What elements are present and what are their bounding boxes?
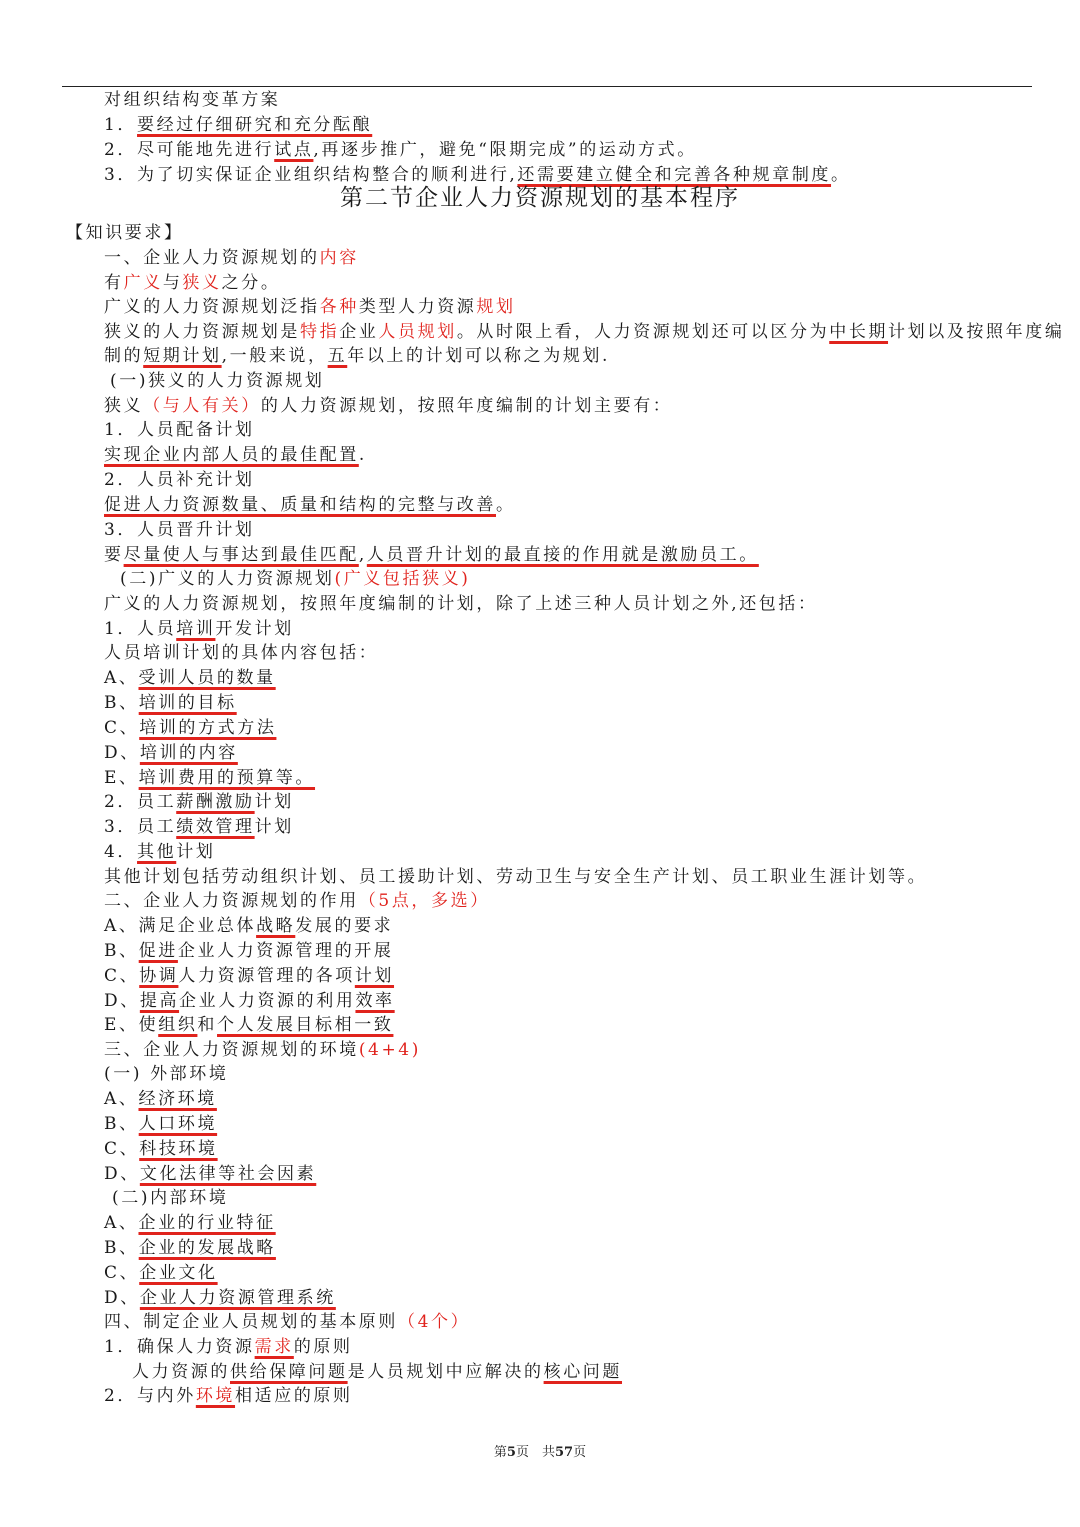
underlined-phrase: 战略 bbox=[256, 916, 296, 936]
text-span: 2．尽可能地先进行 bbox=[104, 140, 275, 160]
footer-suffix: 页 bbox=[573, 1445, 587, 1460]
total-pages: 57 bbox=[554, 1445, 574, 1460]
text-span: 其他计划包括劳动组织计划、员工援助计划、劳动卫生与安全生产计划、员工职业生涯计划等。 bbox=[104, 867, 928, 887]
text-span: 3．员工 bbox=[104, 817, 177, 837]
underlined-phrase: 环境 bbox=[195, 1386, 236, 1406]
text-span: B、 bbox=[104, 1238, 139, 1258]
underlined-phrase: 培训的方式方法 bbox=[139, 718, 277, 738]
underlined-phrase: 个人发展目标相一致 bbox=[217, 1015, 394, 1035]
text-span: (一)狭义的人力资源规划 bbox=[110, 371, 325, 391]
section-title: 第二节企业人力资源规划的基本程序 bbox=[340, 185, 740, 211]
highlighted-phrase: 狭义 bbox=[182, 273, 222, 293]
text-span: 的原则 bbox=[293, 1337, 353, 1357]
page-number: 5 bbox=[506, 1445, 516, 1460]
text-line bbox=[104, 395, 672, 417]
text-span: B、 bbox=[104, 693, 139, 713]
text-span: C、 bbox=[104, 1263, 140, 1283]
underlined-phrase: 企业的发展战略 bbox=[138, 1238, 276, 1258]
text-span: 制的 bbox=[104, 346, 144, 366]
text-line bbox=[104, 940, 394, 962]
text-line bbox=[132, 1361, 622, 1383]
text-span: 计划 bbox=[254, 792, 294, 812]
text-span: B、 bbox=[104, 1114, 139, 1134]
text-span: 三、企业人力资源规划的环境 bbox=[104, 1040, 359, 1060]
text-line bbox=[104, 692, 237, 714]
underlined-phrase: 企业人力资源管理系统 bbox=[139, 1288, 336, 1308]
text-span: D、 bbox=[104, 743, 140, 763]
underlined-phrase: 计划 bbox=[354, 966, 395, 986]
text-span: 3．人员晋升计划 bbox=[104, 520, 255, 540]
text-span: 2．人员补充计划 bbox=[104, 470, 255, 490]
underlined-phrase: 组织 bbox=[158, 1015, 198, 1035]
text-line bbox=[104, 544, 759, 566]
text-span: A、 bbox=[104, 1213, 139, 1233]
text-line bbox=[104, 1385, 353, 1407]
text-line bbox=[104, 519, 255, 541]
text-span: 人员培训计划的具体内容包括： bbox=[104, 643, 379, 663]
text-line bbox=[104, 866, 927, 888]
underlined-phrase: 经济环境 bbox=[138, 1089, 217, 1109]
text-span: E、 bbox=[104, 768, 139, 788]
text-span: 1．确保人力资源 bbox=[104, 1337, 255, 1357]
text-line bbox=[104, 1063, 228, 1085]
text-line bbox=[104, 139, 697, 161]
underlined-phrase: 其他 bbox=[137, 842, 177, 862]
underlined-phrase: 提高 bbox=[139, 991, 180, 1011]
text-span: 狭义 bbox=[104, 396, 144, 416]
text-span: 年以上的计划可以称之为规划. bbox=[347, 346, 611, 366]
underlined-phrase: 中长期 bbox=[829, 322, 889, 342]
underlined-phrase: 科技环境 bbox=[139, 1139, 218, 1159]
text-span: D、 bbox=[104, 1164, 140, 1184]
text-span: 计划 bbox=[254, 817, 294, 837]
header-rule bbox=[62, 86, 1032, 87]
underlined-phrase: 尽量使人与事达到最佳匹配 bbox=[123, 545, 359, 565]
text-line bbox=[104, 272, 280, 294]
text-span: 和 bbox=[197, 1015, 218, 1035]
underlined-phrase: 试点 bbox=[274, 140, 314, 160]
underlined-phrase: 还需要建立健全和完善各种规章制度 bbox=[517, 165, 832, 185]
text-span: 之分。 bbox=[221, 273, 281, 293]
text-line bbox=[104, 1262, 218, 1284]
text-span: 企业人力资源的利用 bbox=[179, 991, 356, 1011]
text-line bbox=[104, 767, 315, 789]
text-line bbox=[104, 247, 359, 269]
underlined-phrase: 促进人力资源数量、质量和结构的完整与改善 bbox=[104, 495, 496, 515]
text-line bbox=[104, 742, 238, 764]
text-line bbox=[104, 990, 395, 1012]
underlined-phrase: 企业的行业特征 bbox=[138, 1213, 276, 1233]
text-line bbox=[110, 370, 324, 392]
text-line bbox=[104, 1138, 218, 1160]
text-span: 2．员工 bbox=[104, 792, 177, 812]
text-line bbox=[104, 1336, 353, 1358]
text-span: A、满足企业总体 bbox=[104, 916, 257, 936]
underlined-phrase: 培训 bbox=[176, 619, 216, 639]
text-span: B、 bbox=[104, 941, 139, 961]
text-line bbox=[104, 1237, 276, 1259]
text-line bbox=[104, 1039, 421, 1061]
text-line bbox=[66, 222, 184, 244]
underlined-phrase: 协调 bbox=[139, 966, 179, 986]
text-line bbox=[104, 642, 378, 664]
text-span: 计划以及按照年度编 bbox=[888, 322, 1065, 342]
text-line bbox=[104, 791, 294, 813]
text-span: (二)内部环境 bbox=[112, 1188, 229, 1208]
text-line bbox=[104, 890, 490, 912]
text-span: C、 bbox=[104, 966, 140, 986]
underlined-phrase: 需求 bbox=[254, 1337, 294, 1357]
text-span: 。 bbox=[496, 495, 516, 515]
text-span: , bbox=[358, 545, 367, 565]
text-span: 广义的人力资源规划泛指 bbox=[104, 297, 320, 317]
highlighted-phrase: 人员规划 bbox=[378, 322, 457, 342]
text-span: C、 bbox=[104, 1139, 140, 1159]
text-span: . bbox=[358, 445, 367, 465]
text-line bbox=[104, 593, 818, 615]
text-span: 的人力资源规划，按照年度编制的计划主要有： bbox=[260, 396, 673, 416]
text-span: 人力资源管理的各项 bbox=[178, 966, 355, 986]
text-line bbox=[104, 321, 1064, 343]
highlighted-phrase: 内容 bbox=[319, 248, 359, 268]
text-span: 对组织结构变革方案 bbox=[104, 90, 281, 110]
footer-prefix: 第 bbox=[493, 1445, 507, 1460]
text-span: (二)广义的人力资源规划 bbox=[120, 569, 335, 589]
text-line bbox=[104, 296, 516, 318]
highlighted-phrase: 各种 bbox=[319, 297, 359, 317]
text-span: 。从时限上看，人力资源规划还可以区分为 bbox=[456, 322, 830, 342]
text-line bbox=[104, 841, 215, 863]
text-line bbox=[104, 1212, 276, 1234]
text-span: 要 bbox=[104, 545, 124, 565]
text-span: ,一般来说， bbox=[221, 346, 328, 366]
text-span: (一) 外部环境 bbox=[104, 1064, 229, 1084]
text-span: 4． bbox=[104, 842, 138, 862]
text-span: 与 bbox=[162, 273, 183, 293]
text-span: 计划 bbox=[176, 842, 216, 862]
highlighted-phrase: （5点，多选） bbox=[358, 891, 490, 911]
text-span: 开发计划 bbox=[215, 619, 294, 639]
underlined-phrase: 供给保障问题 bbox=[230, 1362, 348, 1382]
text-line bbox=[104, 469, 255, 491]
underlined-phrase: 促进 bbox=[138, 941, 178, 961]
underlined-phrase: 实现企业内部人员的最佳配置 bbox=[104, 445, 359, 465]
highlighted-phrase: 规划 bbox=[476, 297, 516, 317]
text-span: 一、企业人力资源规划的 bbox=[104, 248, 320, 268]
text-span: 狭义的人力资源规划是 bbox=[104, 322, 300, 342]
footer-mid: 页 共 bbox=[515, 1445, 555, 1460]
underlined-phrase: 文化法律等社会因素 bbox=[139, 1164, 317, 1184]
highlighted-phrase: 广义 bbox=[123, 273, 163, 293]
text-line bbox=[104, 444, 367, 466]
highlighted-phrase: (4+4) bbox=[358, 1040, 421, 1060]
underlined-phrase: 五 bbox=[327, 346, 348, 366]
underlined-phrase: 要经过仔细研究和充分酝酿 bbox=[137, 115, 373, 135]
text-span: 人力资源的 bbox=[132, 1362, 230, 1382]
text-span: 相适应的原则 bbox=[235, 1386, 353, 1406]
underlined-phrase: 人口环境 bbox=[138, 1114, 218, 1134]
text-line bbox=[112, 1187, 228, 1209]
text-line bbox=[104, 717, 276, 739]
text-line bbox=[104, 667, 276, 689]
text-line bbox=[104, 965, 394, 987]
underlined-phrase: 人员晋升计划的最直接的作用就是激励员工。 bbox=[366, 545, 759, 565]
text-span: 【知识要求】 bbox=[66, 223, 184, 243]
text-span: 四、制定企业人员规划的基本原则 bbox=[104, 1312, 398, 1332]
text-line bbox=[104, 1287, 336, 1309]
text-line bbox=[104, 345, 610, 367]
page-footer bbox=[0, 1441, 1080, 1460]
text-line bbox=[104, 915, 393, 937]
underlined-phrase: 薪酬激励 bbox=[176, 792, 255, 812]
text-span: 类型人力资源 bbox=[358, 297, 477, 317]
text-line bbox=[104, 1014, 393, 1036]
text-line bbox=[120, 568, 471, 590]
underlined-phrase: 受训人员的数量 bbox=[138, 668, 276, 688]
text-line bbox=[104, 89, 280, 111]
text-line bbox=[104, 1113, 217, 1135]
text-span: A、 bbox=[104, 668, 139, 688]
highlighted-phrase: (广义包括狭义) bbox=[334, 569, 471, 589]
highlighted-phrase: 特指 bbox=[300, 322, 340, 342]
text-line bbox=[104, 816, 294, 838]
text-span: 企业人力资源管理的开展 bbox=[177, 941, 394, 961]
text-span: 广义的人力资源规划，按照年度编制的计划，除了上述三种人员计划之外,还包括： bbox=[104, 594, 818, 614]
text-line bbox=[104, 1163, 316, 1185]
text-span: 2．与内外 bbox=[104, 1386, 196, 1406]
text-span: D、 bbox=[104, 991, 140, 1011]
text-line bbox=[104, 494, 516, 516]
text-span: 。 bbox=[831, 165, 851, 185]
text-span: 是人员规划中应解决的 bbox=[347, 1362, 544, 1382]
text-line bbox=[104, 114, 372, 136]
text-line bbox=[104, 1311, 470, 1333]
text-span: 二、企业人力资源规划的作用 bbox=[104, 891, 359, 911]
text-span: 有 bbox=[104, 273, 124, 293]
highlighted-phrase: （与人有关） bbox=[143, 396, 261, 416]
highlighted-phrase: （4个） bbox=[398, 1312, 471, 1332]
underlined-phrase: 核心问题 bbox=[543, 1362, 623, 1382]
underlined-phrase: 绩效管理 bbox=[176, 817, 255, 837]
text-span: 1．人员 bbox=[104, 619, 177, 639]
underlined-phrase: 培训的目标 bbox=[138, 693, 237, 713]
underlined-phrase: 效率 bbox=[355, 991, 395, 1011]
underlined-phrase: 短期计划 bbox=[143, 346, 222, 366]
underlined-phrase: 企业文化 bbox=[139, 1263, 218, 1283]
text-span: C、 bbox=[104, 718, 140, 738]
underlined-phrase: 培训的内容 bbox=[139, 743, 238, 763]
text-span: 企业 bbox=[339, 322, 379, 342]
text-span: A、 bbox=[104, 1089, 139, 1109]
text-line bbox=[104, 419, 255, 441]
underlined-phrase: 培训费用的预算等。 bbox=[138, 768, 316, 788]
text-span: 发展的要求 bbox=[295, 916, 394, 936]
text-span: 1． bbox=[104, 115, 138, 135]
text-span: 3．为了切实保证企业组织结构整合的顺利进行, bbox=[104, 165, 518, 185]
text-span: E、使 bbox=[104, 1015, 159, 1035]
text-line bbox=[104, 1088, 217, 1110]
text-span: D、 bbox=[104, 1288, 140, 1308]
text-span: 1．人员配备计划 bbox=[104, 420, 255, 440]
text-line bbox=[104, 618, 294, 640]
text-span: ,再逐步推广，避免“限期完成”的运动方式。 bbox=[313, 140, 697, 160]
